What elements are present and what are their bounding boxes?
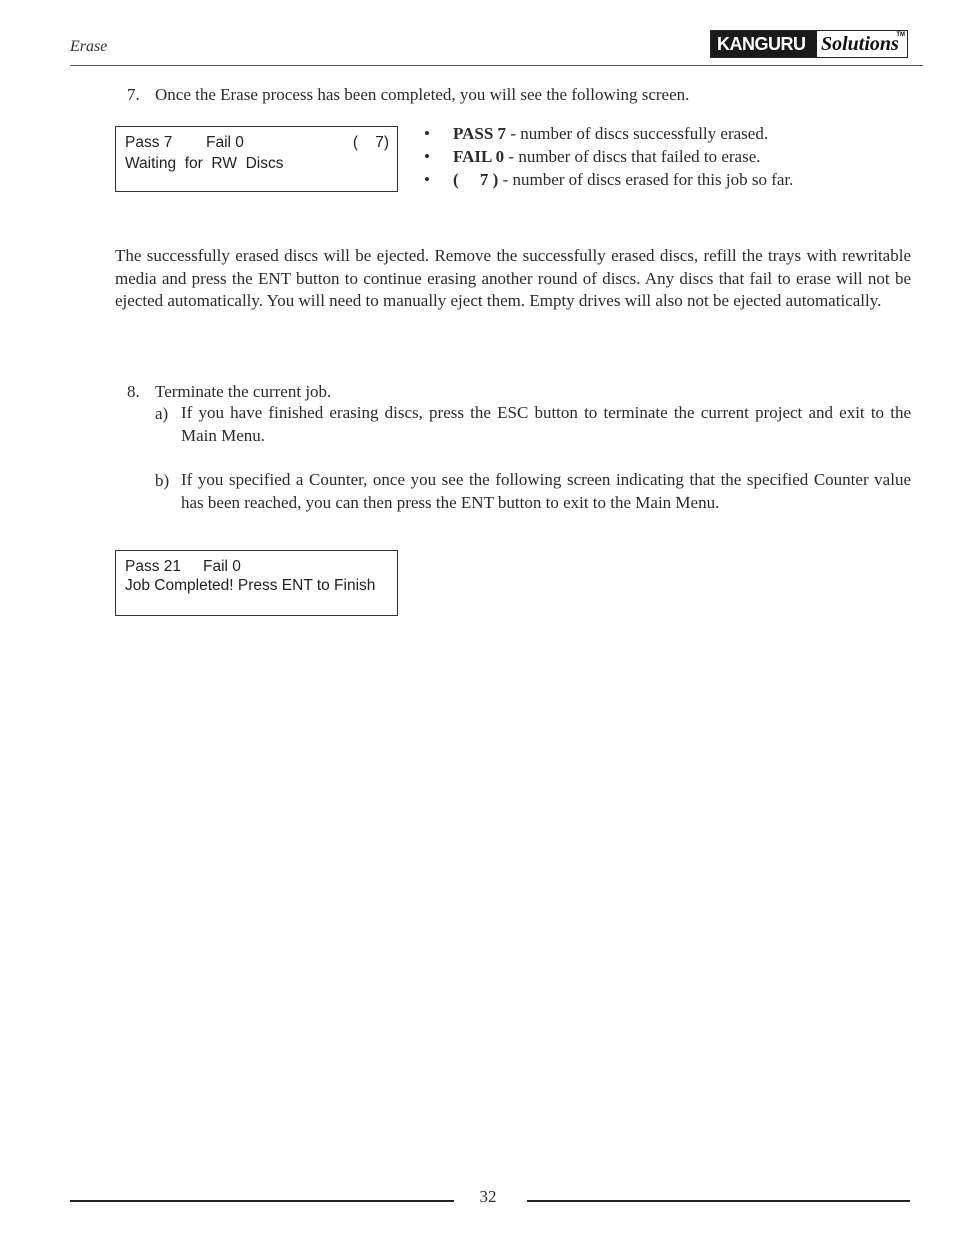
bullet-symbol: • xyxy=(424,147,430,166)
legend-desc: - number of discs successfully erased. xyxy=(506,124,769,143)
kanguru-logo xyxy=(710,30,908,58)
lcd-screen-completed xyxy=(115,550,398,616)
step-8-text: Terminate the current job. xyxy=(155,382,332,401)
logo-solutions-word: Solutions xyxy=(821,32,899,55)
legend-item-fail xyxy=(424,145,793,168)
lcd-screen-waiting xyxy=(115,126,398,192)
substep-a-label: a) xyxy=(155,404,169,423)
footer-rule-right xyxy=(527,1200,910,1202)
section-title: Erase xyxy=(70,38,108,55)
lcd-legend-list xyxy=(424,122,793,191)
legend-term: ( 7 ) xyxy=(453,170,499,189)
legend-term: PASS 7 xyxy=(453,124,507,143)
logo-solutions-text xyxy=(817,31,907,57)
substep-b-label: b) xyxy=(155,471,170,490)
footer-rule-left xyxy=(70,1200,454,1202)
lcd-pass-count: Pass 7 xyxy=(125,134,173,151)
step-7-text: Once the Erase process has been completed, you will see the following screen. xyxy=(155,85,690,104)
legend-item-pass xyxy=(424,122,793,145)
logo-brand-text: KANGURU xyxy=(711,31,817,57)
legend-desc: - number of discs erased for this job so far. xyxy=(498,170,794,189)
lcd-fail-count: Fail 0 xyxy=(206,134,244,151)
header-divider xyxy=(70,65,923,66)
lcd-job-count: ( 7) xyxy=(352,134,389,151)
bullet-symbol: • xyxy=(424,170,430,189)
bullet-symbol: • xyxy=(424,124,430,143)
legend-item-count xyxy=(424,168,793,191)
lcd-status-line: Waiting for RW Discs xyxy=(125,155,284,172)
legend-desc: - number of discs that failed to erase. xyxy=(504,147,761,166)
body-paragraph: The successfully erased discs will be ejected. Remove the successfully erased discs, refill the trays with rewritable media and press the ENT button to continue erasing another round of discs. Any discs that fail to erase will not be ejected automatically. You will need to manually eject them. Empty drives will also not be ejected automatically. xyxy=(115,246,911,310)
substep-a-text: If you have finished erasing discs, press the ESC button to terminate the current project and exit to the Main Menu. xyxy=(181,403,911,445)
substep-b-text: If you specified a Counter, once you see the following screen indicating that the specified Counter value has been reached, you can then press the ENT button to exit to the Main Menu. xyxy=(181,470,911,512)
lcd-pass-count: Pass 21 xyxy=(125,558,182,575)
page-number: 32 xyxy=(479,1187,497,1206)
logo-trademark: TM xyxy=(896,32,905,38)
legend-term: FAIL 0 xyxy=(453,147,505,166)
lcd-fail-count: Fail 0 xyxy=(203,558,241,575)
step-8-number: 8. xyxy=(127,382,140,401)
lcd-status-line: Job Completed! Press ENT to Finish xyxy=(125,577,376,594)
step-7-number: 7. xyxy=(127,85,140,104)
